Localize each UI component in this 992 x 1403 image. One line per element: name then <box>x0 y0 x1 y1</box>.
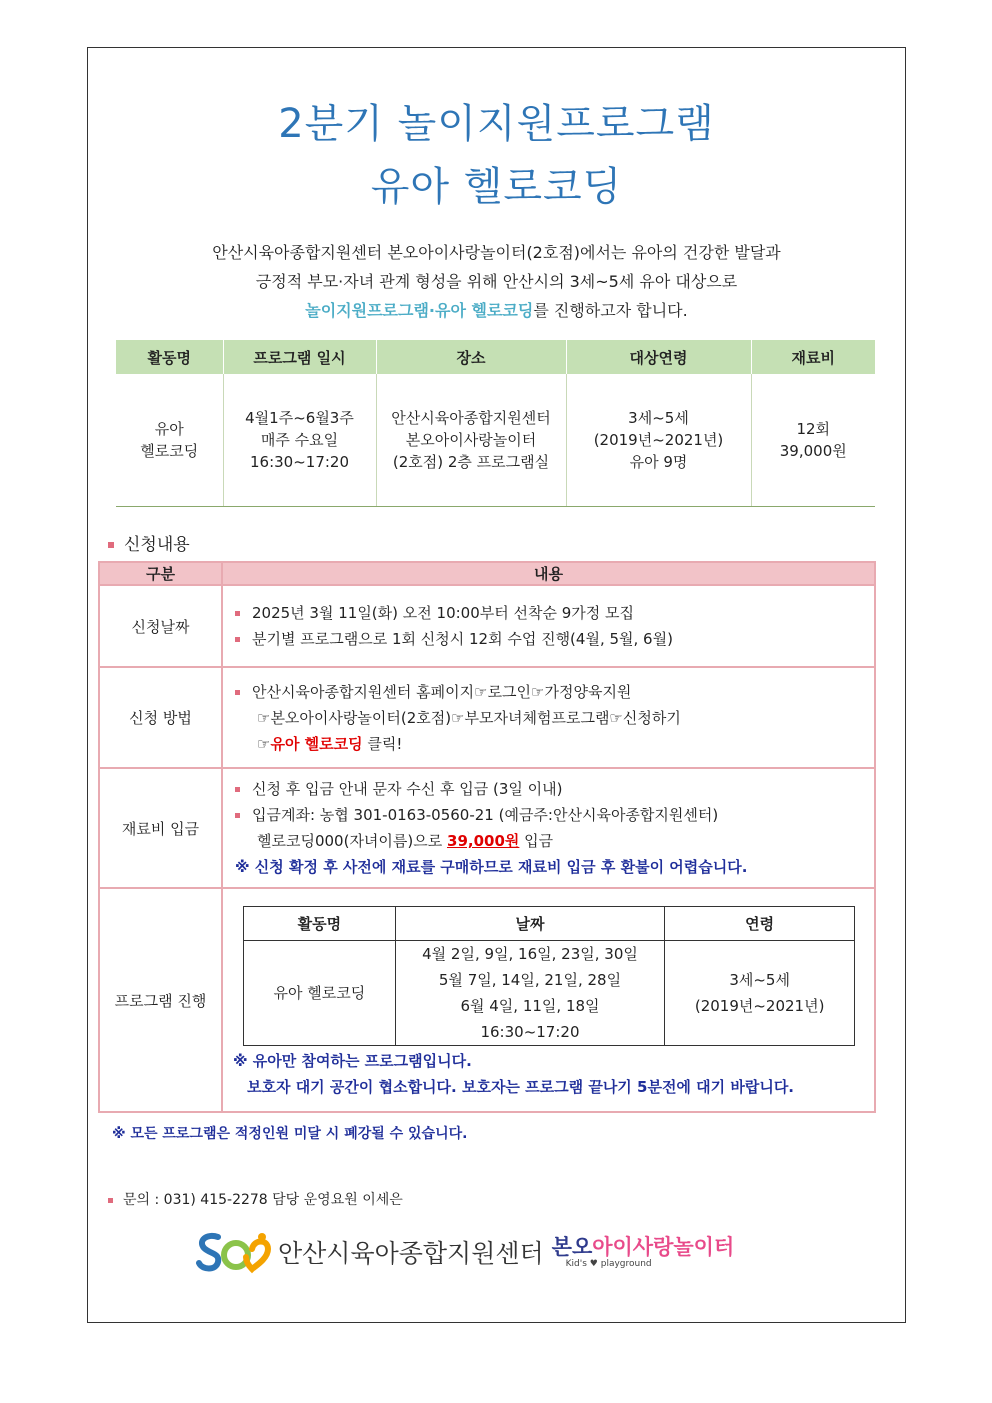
detail-row-date <box>99 585 875 667</box>
playground-logo-prefix: 본오 <box>551 1235 593 1259</box>
section-label-text: 신청내용 <box>124 535 190 555</box>
payment-deposit-text: 입금 <box>519 832 554 850</box>
summary-age-cell <box>566 374 751 506</box>
method-label: 신청 방법 <box>99 667 222 768</box>
schedule-header-row <box>244 907 855 941</box>
date-content <box>222 585 875 667</box>
method-line-2: ☞본오아이사랑놀이터(2호점)☞부모자녀체험프로그램☞신청하기 <box>257 708 681 727</box>
center-logo-text: 안산시육아종합지원센터 <box>278 1239 544 1268</box>
schedule-date-line: 6월 4일, 11일, 18일 <box>460 997 600 1015</box>
page-title: 2분기 놀이지원프로그램 <box>278 101 715 147</box>
schedule-time: 16:30~17:20 <box>480 1023 580 1041</box>
summary-fee-line: 39,000원 <box>779 441 847 460</box>
square-bullet-icon <box>235 813 240 818</box>
summary-age-line: 3세~5세 <box>628 408 689 427</box>
detail-row-progress <box>99 888 875 1112</box>
schedule-activity: 유아 헬로코딩 <box>244 941 396 1046</box>
summary-schedule-line: 16:30~17:20 <box>249 452 350 471</box>
list-item <box>235 802 874 828</box>
detail-row-method <box>99 667 875 768</box>
payment-content <box>222 768 875 888</box>
schedule-age <box>665 941 855 1046</box>
playground-logo <box>552 1235 735 1269</box>
contact-text: 문의 : 031) 415-2278 담당 운영요원 이세은 <box>123 1192 403 1208</box>
summary-header-age: 대상연령 <box>566 340 751 374</box>
playground-logo-name: 아이사랑놀이터 <box>592 1235 735 1259</box>
method-program-name: 유아 헬로코딩 <box>270 734 363 753</box>
payment-depositor-text: 헬로코딩000(자녀이름)으로 <box>257 832 448 850</box>
summary-place-line: (2호점) 2층 프로그램실 <box>392 452 550 471</box>
detail-header-category: 구분 <box>99 562 222 585</box>
summary-place-line: 안산시육아종합지원센터 <box>391 408 551 427</box>
intro-highlight: 놀이지원프로그램·유아 헬로코딩 <box>305 301 534 320</box>
cancellation-footnote: ※ 모든 프로그램은 적정인원 미달 시 폐강될 수 있습니다. <box>112 1126 468 1142</box>
detail-row-payment <box>99 768 875 888</box>
summary-header-activity: 활동명 <box>116 340 223 374</box>
square-bullet-icon <box>108 1198 113 1203</box>
method-click-text: 클릭! <box>362 734 403 753</box>
center-logo <box>196 1228 734 1276</box>
schedule-header-activity: 활동명 <box>244 907 396 941</box>
intro-paragraph <box>100 238 893 325</box>
child-only-notice: ※ 유아만 참여하는 프로그램입니다. <box>233 1052 472 1070</box>
list-item <box>235 626 874 652</box>
summary-age-line: 유아 9명 <box>629 452 688 471</box>
schedule-dates <box>395 941 665 1046</box>
method-content <box>222 667 875 768</box>
date-item-text: 2025년 3월 11일(화) 오전 10:00부터 선착순 9가정 모집 <box>252 604 635 622</box>
intro-line-2: 긍정적 부모·자녀 관계 형성을 위해 안산시의 3세~5세 유아 대상으로 <box>255 272 738 291</box>
schedule-header-age: 연령 <box>665 907 855 941</box>
summary-activity-line: 유아 <box>154 419 184 438</box>
summary-age-line: (2019년~2021년) <box>593 430 724 449</box>
summary-fee-cell <box>751 374 875 506</box>
schedule-age-line: (2019년~2021년) <box>694 997 825 1015</box>
square-bullet-icon <box>235 787 240 792</box>
schedule-age-line: 3세~5세 <box>729 971 790 989</box>
schedule-row <box>244 941 855 1046</box>
summary-place-cell <box>376 374 566 506</box>
payment-line-3 <box>235 828 874 854</box>
summary-activity-cell <box>116 374 223 506</box>
method-line-1: 안산시육아종합지원센터 홈페이지☞로그인☞가정양육지원 <box>252 682 632 701</box>
payment-label: 재료비 입금 <box>99 768 222 888</box>
progress-label: 프로그램 진행 <box>99 888 222 1112</box>
method-line-3 <box>235 731 874 757</box>
program-title: 유아 헬로코딩 <box>370 164 623 210</box>
summary-row <box>116 374 875 506</box>
summary-activity-line: 헬로코딩 <box>140 441 199 460</box>
refund-notice: ※ 신청 확정 후 사전에 재료를 구매하므로 재료비 입금 후 환불이 어렵습니다. <box>235 858 748 876</box>
summary-header-fee: 재료비 <box>751 340 875 374</box>
playground-logo-subtitle: Kid's ♥ playground <box>565 1259 652 1269</box>
detail-header-content: 내용 <box>222 562 875 585</box>
payment-account: 입금계좌: 농협 301-0163-0560-21 (예금주:안산시육아종합지원센터) <box>252 806 719 824</box>
schedule-date-line: 4월 2일, 9일, 16일, 23일, 30일 <box>422 945 638 963</box>
payment-line-1: 신청 후 입금 안내 문자 수신 후 입금 (3일 이내) <box>252 780 563 798</box>
intro-line-3-rest: 를 진행하고자 합니다. <box>533 301 688 320</box>
summary-fee-line: 12회 <box>796 419 831 438</box>
summary-schedule-line: 매주 수요일 <box>260 430 339 449</box>
square-bullet-icon <box>108 542 114 548</box>
square-bullet-icon <box>235 611 240 616</box>
detail-header-row <box>99 562 875 585</box>
list-item <box>235 776 874 802</box>
progress-content <box>222 888 875 1112</box>
intro-line-3 <box>100 296 893 325</box>
summary-table <box>116 340 875 507</box>
center-logo-mark-icon <box>196 1229 274 1275</box>
summary-schedule-cell <box>223 374 376 506</box>
date-label: 신청날짜 <box>99 585 222 667</box>
date-item-text: 분기별 프로그램으로 1회 신청시 12회 수업 진행(4월, 5월, 6월) <box>252 630 673 648</box>
square-bullet-icon <box>235 690 240 695</box>
intro-line-1: 안산시육아종합지원센터 본오아이사랑놀이터(2호점)에서는 유아의 건강한 발달과 <box>212 243 781 262</box>
section-label <box>108 530 190 555</box>
detail-table <box>98 561 876 1113</box>
schedule-table <box>243 906 855 1046</box>
guardian-waiting-notice: 보호자 대기 공간이 협소합니다. 보호자는 프로그램 끝나기 5분전에 대기 바랍니다. <box>247 1078 795 1096</box>
contact-info <box>108 1189 403 1209</box>
schedule-header-dates: 날짜 <box>395 907 665 941</box>
summary-header-place: 장소 <box>376 340 566 374</box>
hand-pointer-icon: ☞ <box>257 734 271 753</box>
summary-schedule-line: 4월1주~6월3주 <box>245 408 354 427</box>
payment-amount: 39,000원 <box>447 832 520 850</box>
list-item <box>235 600 874 626</box>
summary-header-schedule: 프로그램 일시 <box>223 340 376 374</box>
summary-place-line: 본오아이사랑놀이터 <box>405 430 537 449</box>
square-bullet-icon <box>235 637 240 642</box>
list-item <box>235 679 874 705</box>
playground-logo-title <box>552 1235 735 1259</box>
summary-header-row <box>116 340 875 374</box>
schedule-date-line: 5월 7일, 14일, 21일, 28일 <box>438 971 622 989</box>
